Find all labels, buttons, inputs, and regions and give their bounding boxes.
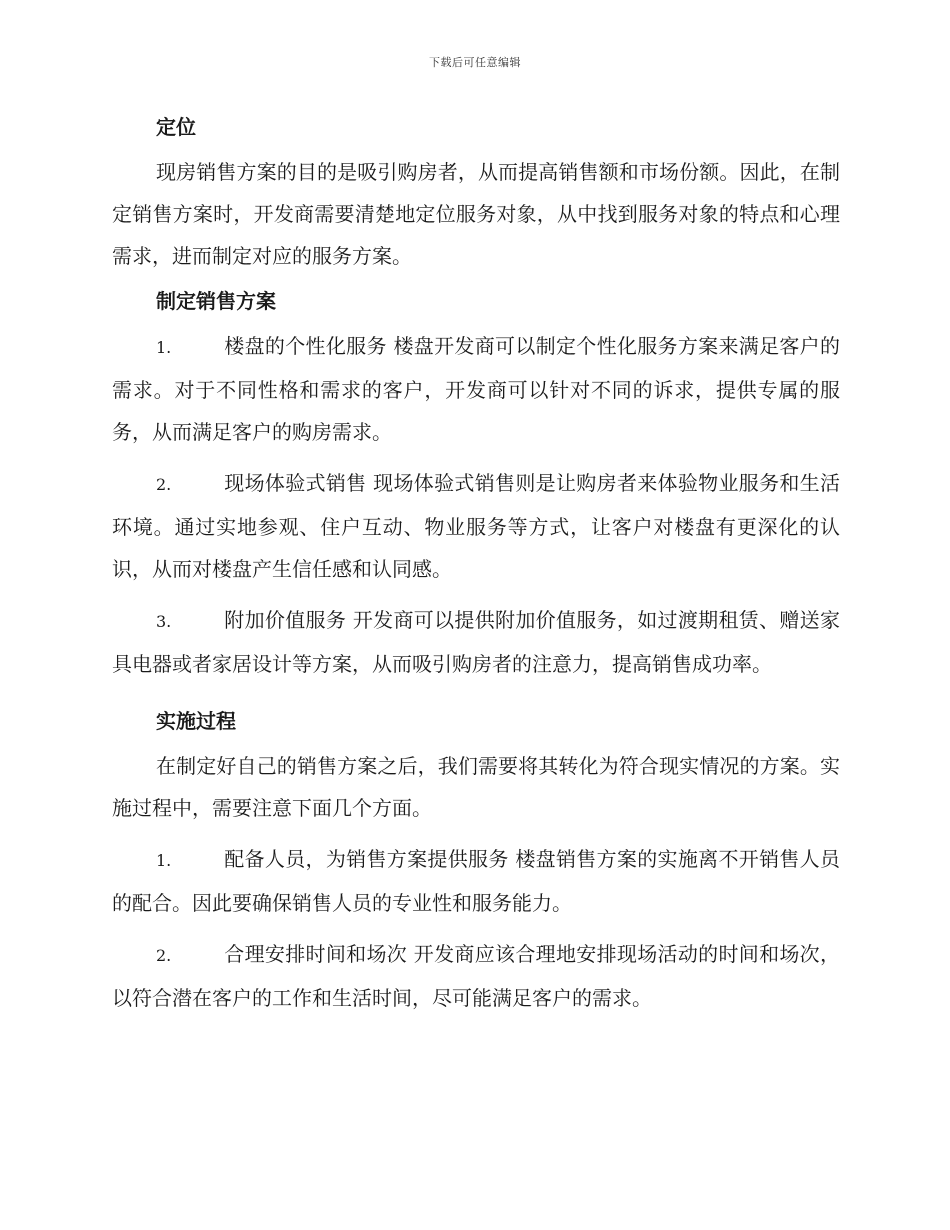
list-number: 2.: [156, 475, 172, 494]
list-item-plan-2: [112, 462, 840, 590]
list-item-impl-2: [112, 933, 840, 1019]
page-header: 下载后可任意编辑: [429, 56, 521, 69]
list-number: 3.: [156, 612, 172, 631]
list-text: 现场体验式销售 现场体验式销售则是让购房者来体验物业服务和生活环境。通过实地参观、住户互动、物业服务等方式，让客户对楼盘有更深化的认识，从而对楼盘产生信任感和认同感。: [112, 471, 840, 581]
list-text: 附加价值服务 开发商可以提供附加价值服务，如过渡期租赁、赠送家具电器或者家居设计等方案，从而吸引购房者的注意力，提高销售成功率。: [112, 608, 840, 676]
list-item-impl-1: [112, 838, 840, 924]
list-text: 合理安排时间和场次 开发商应该合理地安排现场活动的时间和场次，以符合潜在客户的工作和生活时间，尽可能满足客户的需求。: [112, 942, 840, 1010]
paragraph-positioning: 现房销售方案的目的是吸引购房者，从而提高销售额和市场份额。因此，在制定销售方案时，开发商需要清楚地定位服务对象，从中找到服务对象的特点和心理需求，进而制定对应的服务方案。: [112, 160, 840, 268]
section-title-implementation: 实施过程: [156, 709, 236, 733]
list-text: 楼盘的个性化服务 楼盘开发商可以制定个性化服务方案来满足客户的需求。对于不同性格和需求的客户，开发商可以针对不同的诉求，提供专属的服务，从而满足客户的购房需求。: [112, 334, 840, 444]
list-item-plan-1: [112, 325, 840, 453]
list-text: 配备人员，为销售方案提供服务 楼盘销售方案的实施离不开销售人员的配合。因此要确保销售人员的专业性和服务能力。: [112, 847, 840, 915]
list-number: 1.: [156, 851, 172, 870]
list-number: 1.: [156, 338, 172, 357]
paragraph-implementation: 在制定好自己的销售方案之后，我们需要将其转化为符合现实情况的方案。实施过程中，需要注意下面几个方面。: [112, 754, 840, 820]
document-body: [112, 112, 840, 1019]
list-item-plan-3: [112, 599, 840, 685]
section-title-positioning: 定位: [156, 115, 196, 139]
list-number: 2.: [156, 946, 172, 965]
section-title-plan: 制定销售方案: [156, 289, 276, 313]
